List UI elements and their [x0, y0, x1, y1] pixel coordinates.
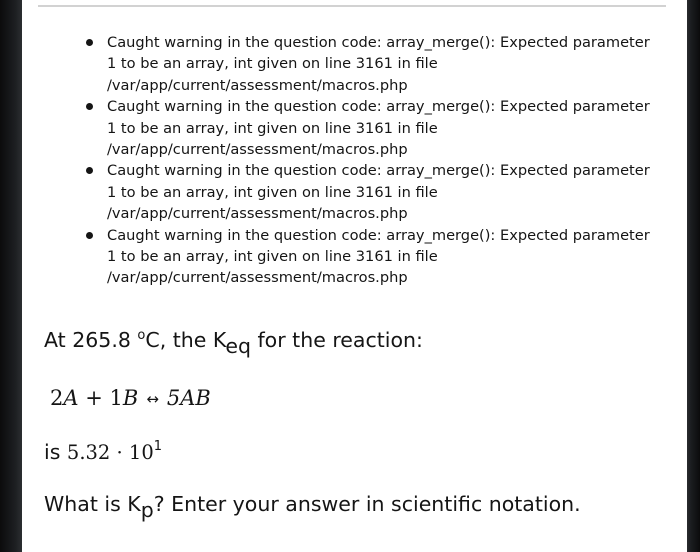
product-species: 5AB [166, 386, 211, 410]
prompt-suffix: ? Enter your answer in scientific notation. [153, 492, 581, 516]
right-frame-edge [687, 0, 700, 552]
warning-item [86, 32, 666, 96]
question-stem [44, 325, 423, 359]
coefficient-a: 2 [50, 386, 64, 410]
bullet-icon [86, 232, 93, 239]
warning-text-line: /var/app/current/assessment/macros.php [107, 76, 408, 94]
warning-text-line: Caught warning in the question code: array_merge(): Expected parameter [107, 34, 650, 51]
left-frame-edge [0, 0, 22, 552]
stem-suffix: for the reaction: [250, 328, 423, 352]
bullet-icon [86, 167, 93, 174]
warning-text-line: /var/app/current/assessment/macros.php [107, 141, 408, 159]
species-b: B [122, 386, 139, 410]
warning-text-line: 1 to be an array, int given on line 3161 in file [107, 119, 438, 137]
stem-middle: C, the K [145, 328, 226, 352]
value-prefix: is [44, 440, 67, 464]
degree-symbol: o [137, 328, 146, 343]
plus-sign: + [78, 386, 110, 410]
equilibrium-arrow-icon: ↔ [146, 390, 159, 408]
reaction-equation [50, 383, 211, 415]
bullet-icon [86, 103, 93, 110]
stem-prefix: At 265.8 [44, 328, 138, 352]
question-prompt [44, 489, 581, 522]
warning-text-line: 1 to be an array, int given on line 3161 in file [107, 183, 438, 201]
value-mantissa: 5.32 · 10 [66, 441, 154, 464]
keq-value [44, 437, 162, 471]
warning-text-line: Caught warning in the question code: array_merge(): Expected parameter [107, 226, 650, 244]
warning-text-line: Caught warning in the question code: array_merge(): Expected parameter [107, 162, 650, 180]
warning-item [86, 96, 666, 160]
coefficient-b: 1 [109, 386, 123, 410]
warning-text-line: 1 to be an array, int given on line 3161 in file [107, 55, 438, 73]
warning-list [86, 32, 666, 289]
top-divider [38, 5, 666, 7]
warning-text-line: /var/app/current/assessment/macros.php [107, 269, 408, 287]
warning-text-line: Caught warning in the question code: array_merge(): Expected parameter [107, 98, 650, 116]
prompt-prefix: What is K [44, 492, 141, 516]
species-a: A [63, 386, 79, 410]
warning-item [86, 225, 666, 289]
bullet-icon [86, 39, 93, 46]
kp-subscript: p [140, 498, 154, 522]
keq-subscript: eq [225, 334, 251, 358]
warning-item [86, 160, 666, 224]
value-exponent: 1 [153, 439, 163, 454]
warning-text-line: 1 to be an array, int given on line 3161 in file [107, 248, 438, 266]
question-page [22, 0, 687, 552]
warning-text-line: /var/app/current/assessment/macros.php [107, 205, 408, 223]
